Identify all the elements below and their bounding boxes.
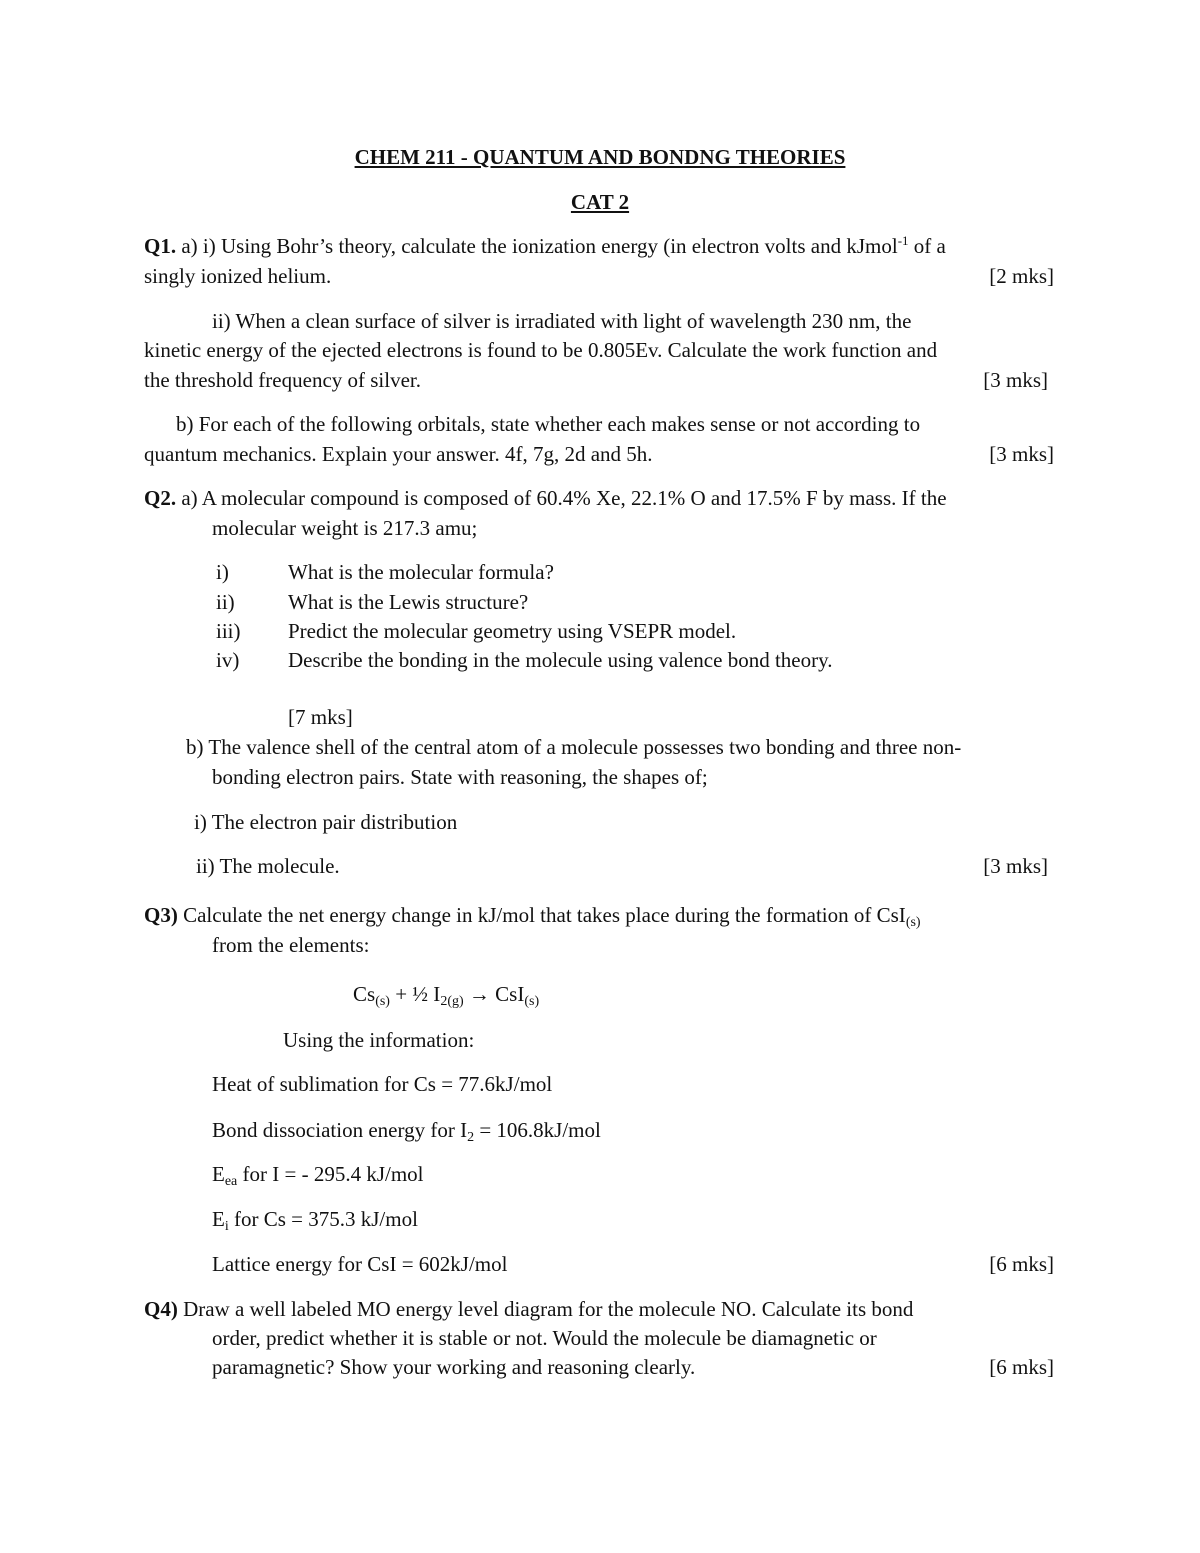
- q2-a-marks: [7 mks]: [288, 705, 353, 729]
- q2-item: i) What is the molecular formula?: [216, 560, 554, 584]
- q1-a-ii-line1: ii) When a clean surface of silver is irradiated with light of wavelength 230 nm, the: [212, 309, 912, 333]
- q2-label: Q2.: [144, 486, 177, 510]
- q2-b-line2: bonding electron pairs. State with reasoning, the shapes of;: [212, 765, 708, 789]
- q1-a-i-marks: [2 mks]: [989, 264, 1054, 288]
- q3-using: Using the information:: [283, 1028, 475, 1052]
- q4-label: Q4): [144, 1297, 178, 1321]
- q4-line3: paramagnetic? Show your working and reasoning clearly.: [212, 1355, 696, 1379]
- q1-a-i-line2: singly ionized helium.: [144, 264, 332, 288]
- q2-b-marks: [3 mks]: [983, 854, 1048, 878]
- q3-lattice-energy: Lattice energy for CsI = 602kJ/mol: [212, 1252, 508, 1276]
- q3-line1: Q3) Calculate the net energy change in kJ/mol that takes place during the formation of CsI$_{(s)}$: [144, 903, 921, 930]
- q3-sublimation: Heat of sublimation for Cs = 77.6kJ/mol: [212, 1072, 553, 1096]
- page-title: CHEM 211 - QUANTUM AND BONDNG THEORIES: [354, 145, 846, 169]
- q1-a-i-line1: Q1. a) i) Using Bohr’s theory, calculate the ionization energy (in electron volts and kJmol$^{-1}$ of a: [144, 233, 946, 258]
- q2-item: ii) What is the Lewis structure?: [216, 590, 529, 614]
- q2-a-line2: molecular weight is 217.3 amu;: [212, 516, 478, 540]
- q2-b-i: i) The electron pair distribution: [194, 810, 458, 834]
- page-subtitle: CAT 2: [570, 190, 630, 214]
- q4-line1: Q4) Draw a well labeled MO energy level diagram for the molecule NO. Calculate its bond: [144, 1297, 914, 1321]
- q2-b-ii: ii) The molecule.: [196, 854, 340, 878]
- q2-item: iv) Describe the bonding in the molecule using valence bond theory.: [216, 648, 833, 672]
- q3-electron-affinity: $E_{ea}$ for I = - 295.4 kJ/mol: [212, 1162, 424, 1189]
- q3-bond-dissociation: Bond dissociation energy for $I_2 = 106.8kJ/mol$: [212, 1118, 601, 1145]
- q2-a-line1: Q2. a) A molecular compound is composed of 60.4% Xe, 22.1% O and 17.5% F by mass. If the: [144, 486, 947, 510]
- q2-b-line1: b) The valence shell of the central atom of a molecule possesses two bonding and three non-: [186, 735, 962, 759]
- q1-b-line1: b) For each of the following orbitals, state whether each makes sense or not according to: [176, 412, 921, 436]
- q3-label: Q3): [144, 903, 178, 927]
- q1-a-ii-marks: [3 mks]: [983, 368, 1048, 392]
- q3-marks: [6 mks]: [989, 1252, 1054, 1276]
- q1-a-ii-line2: kinetic energy of the ejected electrons is found to be 0.805Ev. Calculate the work function and: [144, 338, 938, 362]
- q4-marks: [6 mks]: [989, 1355, 1054, 1379]
- q4-line2: order, predict whether it is stable or not. Would the molecule be diamagnetic or: [212, 1326, 877, 1350]
- q3-ionization-energy: $E_i$ for Cs = 375.3 kJ/mol: [212, 1207, 418, 1234]
- q1-a-ii-line3: the threshold frequency of silver.: [144, 368, 421, 392]
- q1-label: Q1.: [144, 234, 177, 258]
- q1-b-marks: [3 mks]: [989, 442, 1054, 466]
- q2-item: iii) Predict the molecular geometry using VSEPR model.: [216, 619, 737, 643]
- q1-b-line2: quantum mechanics. Explain your answer. 4f, 7g, 2d and 5h.: [144, 442, 653, 466]
- q3-line2: from the elements:: [212, 933, 370, 957]
- q3-equation: $Cs_{(s)}$ + ½ $I_{2(g)} \to CsI_{(s)}$: [353, 982, 540, 1009]
